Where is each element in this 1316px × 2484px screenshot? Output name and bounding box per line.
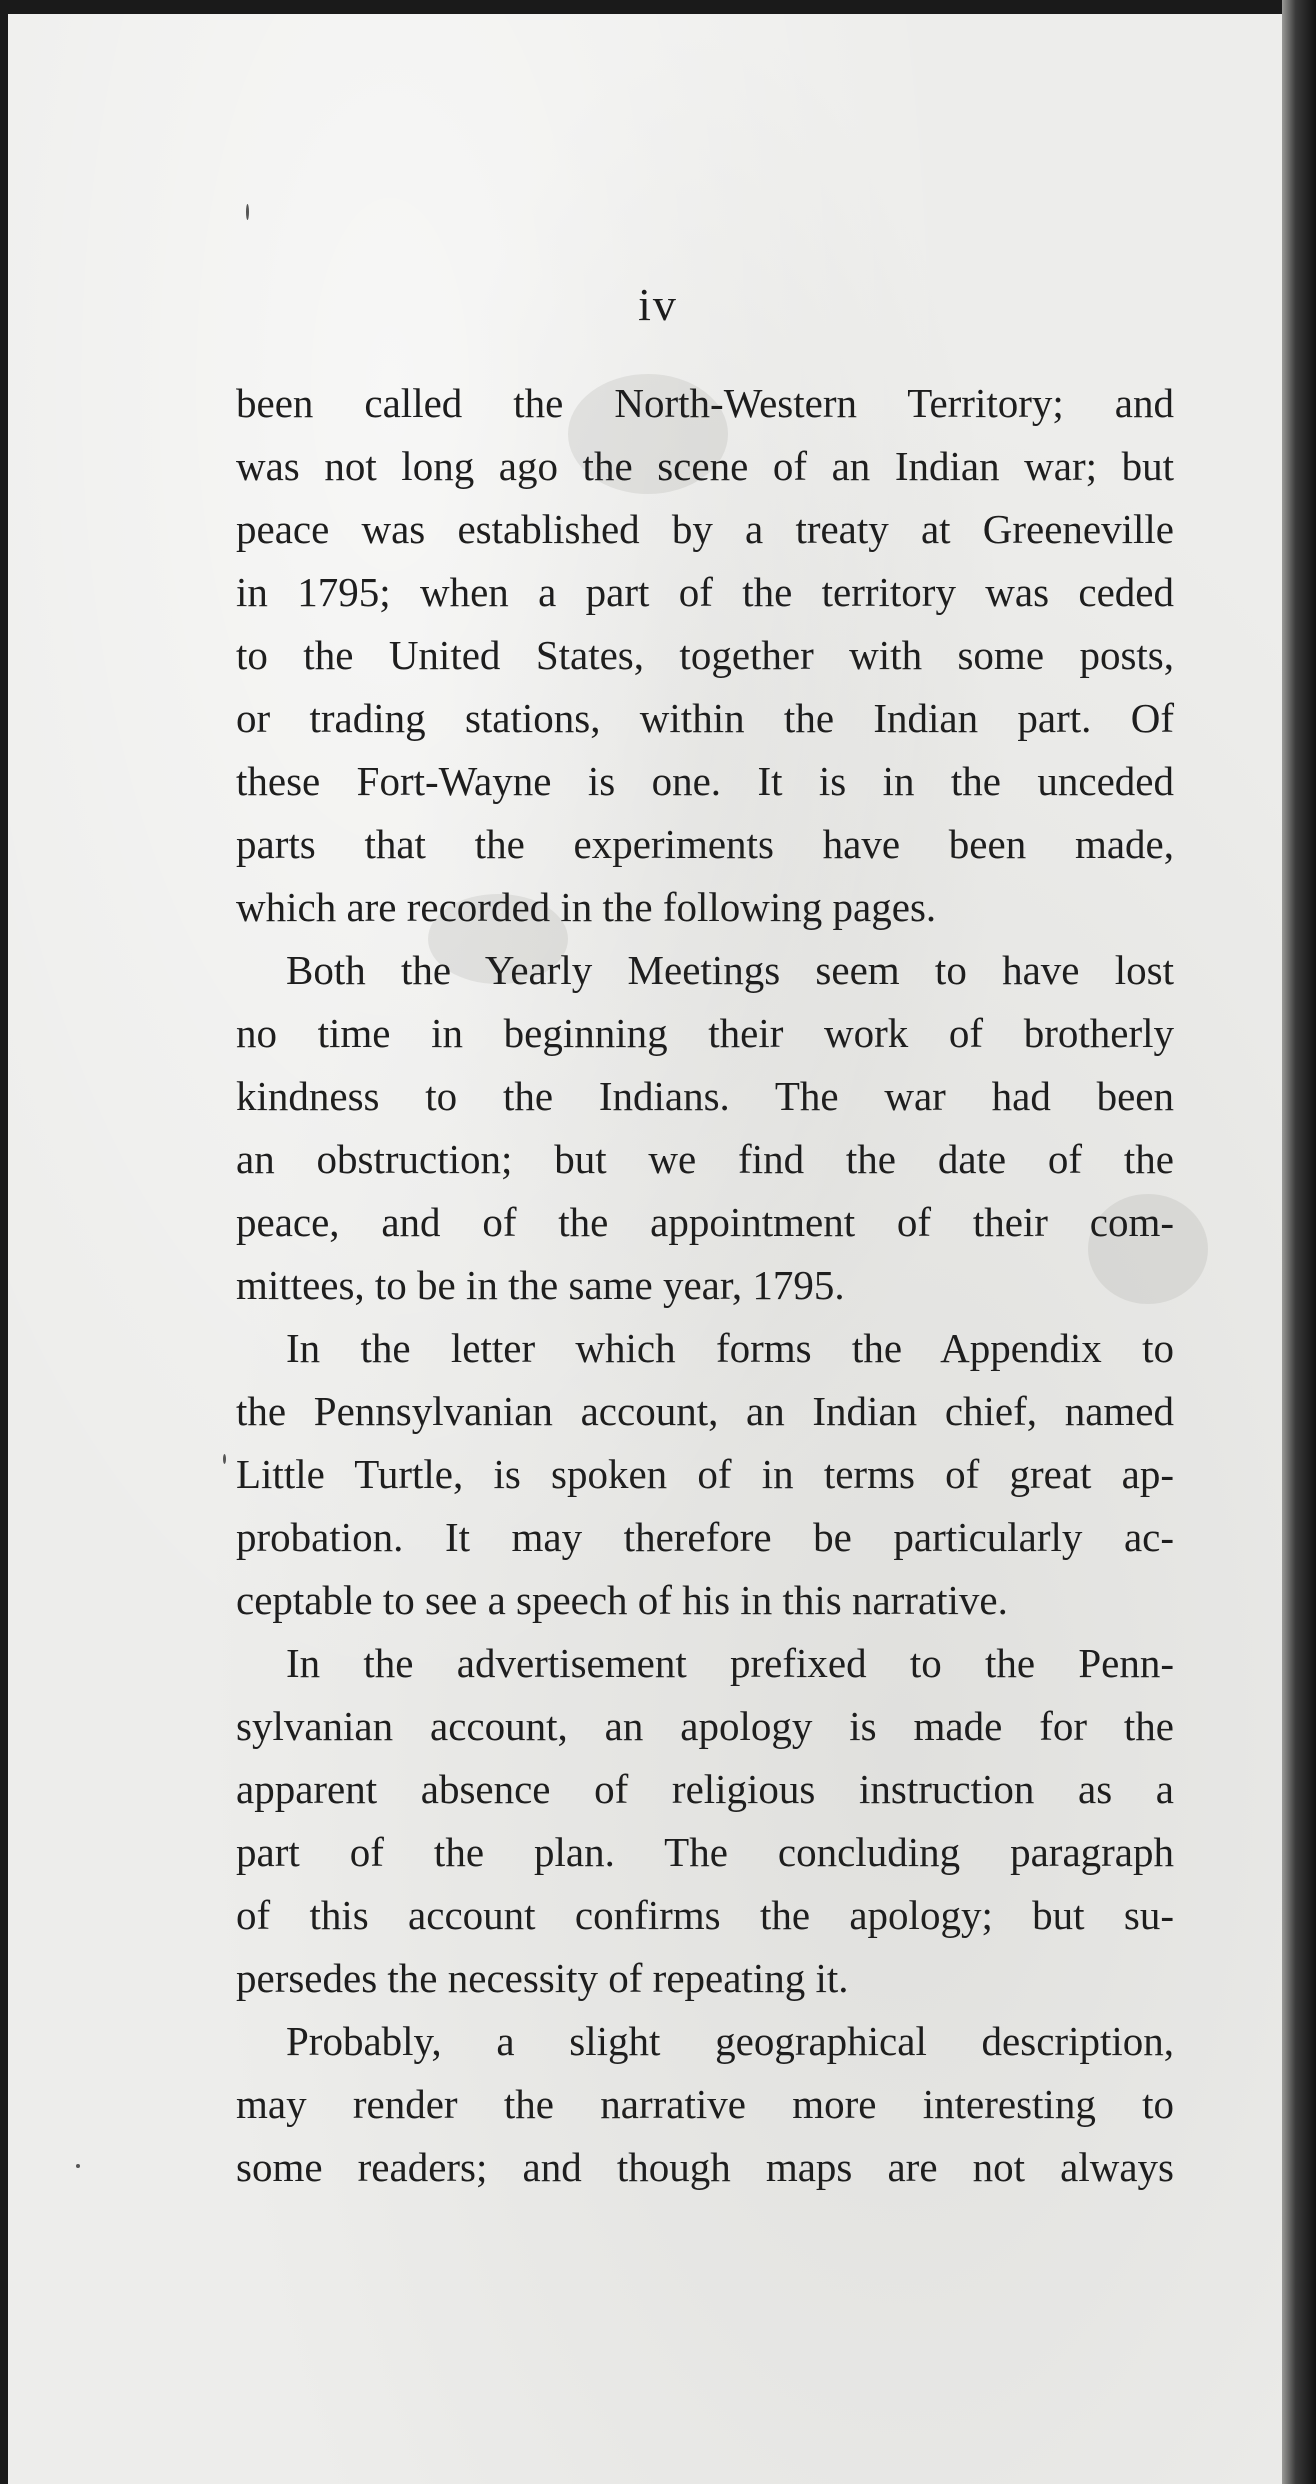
text-line: peace was established by a treaty at Greeneville: [236, 506, 1174, 552]
text-line: mittees, to be in the same year, 1795.: [236, 1262, 845, 1308]
page-edge-shadow: [1282, 0, 1316, 2484]
paper-speck: [246, 204, 249, 220]
paragraph: [236, 372, 1174, 939]
text-line: kindness to the Indians. The war had been: [236, 1073, 1174, 1119]
text-line: in 1795; when a part of the territory was ceded: [236, 569, 1174, 615]
text-line: probation. It may therefore be particularly ac-: [236, 1514, 1174, 1560]
text-line: Probably, a slight geographical description,: [286, 2018, 1174, 2064]
text-line: an obstruction; but we find the date of the: [236, 1136, 1174, 1182]
paper-speck: [76, 2164, 80, 2168]
text-line: part of the plan. The concluding paragraph: [236, 1829, 1174, 1875]
paragraph: [236, 1317, 1174, 1632]
text-line: In the letter which forms the Appendix to: [286, 1325, 1174, 1371]
text-line: Both the Yearly Meetings seem to have lost: [286, 947, 1174, 993]
text-line: these Fort-Wayne is one. It is in the unceded: [236, 758, 1174, 804]
text-line: was not long ago the scene of an Indian war; but: [236, 443, 1174, 489]
text-line: peace, and of the appointment of their com-: [236, 1199, 1174, 1245]
text-line: persedes the necessity of repeating it.: [236, 1955, 849, 2001]
text-line: In the advertisement prefixed to the Penn-: [286, 1640, 1174, 1686]
paragraph: [236, 939, 1174, 1317]
text-line: some readers; and though maps are not always: [236, 2144, 1174, 2190]
text-line: which are recorded in the following pages.: [236, 884, 937, 930]
text-line: no time in beginning their work of brotherly: [236, 1010, 1174, 1056]
text-line: or trading stations, within the Indian part. Of: [236, 695, 1174, 741]
text-line: apparent absence of religious instruction as a: [236, 1766, 1174, 1812]
text-line: of this account confirms the apology; but su-: [236, 1892, 1174, 1938]
text-line: sylvanian account, an apology is made for the: [236, 1703, 1174, 1749]
text-line: been called the North-Western Territory; and: [236, 380, 1174, 426]
text-line: ceptable to see a speech of his in this narrative.: [236, 1577, 1008, 1623]
paragraph: [236, 2010, 1174, 2199]
text-line: may render the narrative more interesting to: [236, 2081, 1174, 2127]
body-text: [236, 372, 1174, 2199]
paragraph: [236, 1632, 1174, 2010]
text-line: parts that the experiments have been made,: [236, 821, 1174, 867]
text-line: to the United States, together with some posts,: [236, 632, 1174, 678]
paper-speck: [223, 1454, 226, 1464]
text-line: the Pennsylvanian account, an Indian chief, named: [236, 1388, 1174, 1434]
text-line: Little Turtle, is spoken of in terms of great ap-: [236, 1451, 1174, 1497]
page-number: iv: [638, 279, 678, 330]
